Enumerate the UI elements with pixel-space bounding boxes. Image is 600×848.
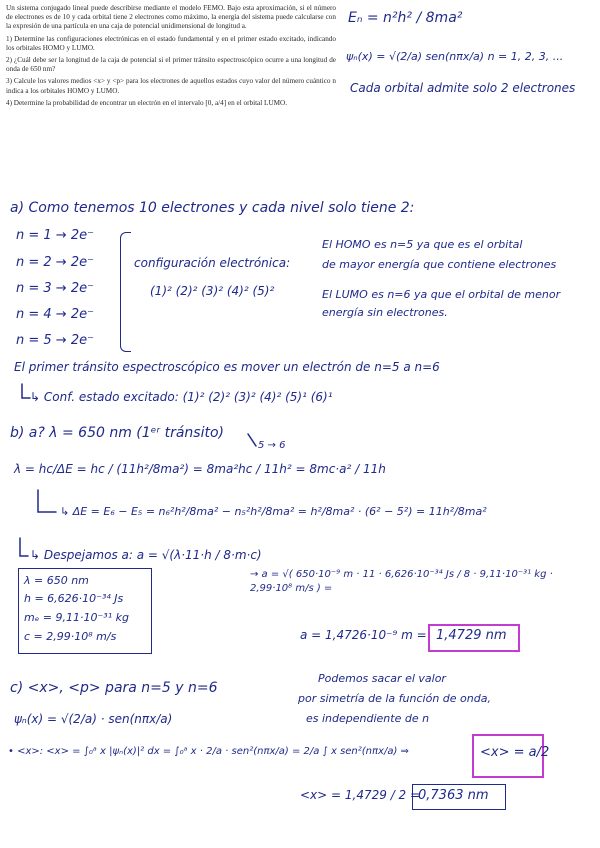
solve-arrow-stroke (20, 538, 28, 556)
transition-note: El primer tránsito espectroscópico es mover un electrón de n=5 a n=6 (14, 360, 440, 374)
lumo-note-2: energía sin electrones. (322, 306, 448, 319)
delta-e-equation: ↳ ΔE = E₆ − E₅ = n₆²h²/8ma² − n₅²h²/8ma² = h²/8ma² · (6² − 5²) = 11h²/8ma² (60, 505, 487, 518)
question-1: 1) Determine las configuraciones electrónicas en el estado fundamental y en el primer estado excitado, indicando los orbitales HOMO y LUMO. (6, 34, 336, 52)
orbital-note: Cada orbital admite solo 2 electrones (350, 81, 576, 95)
problem-intro: Un sistema conjugado lineal puede describirse mediante el modelo FEMO. Bajo esta aproximación, si el número de electrones es de 10 y cada orbital tiene 2 electrones como máximo, la energía del sistema puede calcularse con la expresión de una partícula en una caja de potencial unidimensional de longitud a. (6, 4, 336, 31)
question-2: 2) ¿Cuál debe ser la longitud de la caja de potencial si el primer tránsito espectroscópico ocurre a una longitud de onda de 650 nm? (6, 56, 336, 74)
homo-note-1: El HOMO es n=5 ya que es el orbital (322, 238, 523, 251)
constant-c: c = 2,99·10⁸ m/s (24, 630, 117, 643)
x-integral: • <x>: <x> = ∫₀ᵃ x |ψₙ(x)|² dx = ∫₀ᵃ x · 2/a · sen²(nπx/a) = 2/a ∫ x sen²(nπx/a) ⇒ (8, 746, 409, 757)
level-3: n = 3 → 2e⁻ (16, 281, 94, 296)
excited-config: ↳ Conf. estado excitado: (1)² (2)² (3)² (4)² (5)¹ (6)¹ (30, 390, 333, 404)
part-c-heading: c) <x>, <p> para n=5 y n=6 (10, 680, 218, 696)
symmetry-note-1: Podemos sacar el valor (318, 672, 446, 685)
lambda-equation: λ = hc/ΔE = hc / (11h²/8ma²) = 8ma²hc / 11h² = 8mc·a² / 11h (14, 462, 386, 476)
part-a-heading: a) Como tenemos 10 electrones y cada nivel solo tiene 2: (10, 200, 415, 216)
level-4: n = 4 → 2e⁻ (16, 307, 94, 322)
transition-arrow-note: 5 → 6 (258, 440, 286, 451)
lumo-note-1: El LUMO es n=6 ya que el orbital de menor (322, 288, 561, 301)
transition-arrow-stroke (248, 434, 256, 446)
delta-e-arrow-stroke (38, 490, 56, 512)
symmetry-note-2: por simetría de la función de onda, (298, 692, 491, 705)
level-2: n = 2 → 2e⁻ (16, 255, 94, 270)
part-b-heading: b) a? λ = 650 nm (1ᵉʳ tránsito) (10, 425, 224, 441)
ground-config: (1)² (2)² (3)² (4)² (5)² (150, 284, 275, 298)
constant-lambda: λ = 650 nm (24, 574, 89, 587)
symmetry-note-3: es independiente de n (306, 712, 430, 725)
homo-note-2: de mayor energía que contiene electrones (322, 258, 557, 271)
wavefunction-formula: ψₙ(x) = √(2/a) sen(nπx/a) n = 1, 2, 3, ... (346, 50, 564, 63)
level-5: n = 5 → 2e⁻ (16, 333, 94, 348)
x-mean-result-boxed: 0,7363 nm (418, 788, 489, 803)
config-label: configuración electrónica: (134, 256, 291, 270)
excited-config-arrow-stroke (22, 384, 30, 398)
x-mean-result: <x> = 1,4729 / 2 = (300, 788, 421, 802)
constant-me: mₑ = 9,11·10⁻³¹ kg (24, 611, 129, 624)
part-c-wavefunction: ψₙ(x) = √(2/a) · sen(nπx/a) (14, 712, 173, 726)
question-4: 4) Determine la probabilidad de encontrar un electrón en el intervalo [0, a/4] en el orbital LUMO. (6, 98, 288, 107)
a-result-boxed: 1,4729 nm (436, 628, 507, 643)
a-substitution: → a = √( 650·10⁻⁹ m · 11 · 6,626·10⁻³⁴ Js / 8 · 9,11·10⁻³¹ kg · 2,99·10⁸ m/s ) = (250, 569, 553, 594)
level-1: n = 1 → 2e⁻ (16, 228, 94, 243)
question-3: 3) Calcule los valores medios <x> y <p> para los electrones de aquellos estados cuyo valor del número cuántico n indica a los orbitales HOMO y LUMO. (6, 77, 336, 95)
solve-for-a: ↳ Despejamos a: a = √(λ·11·h / 8·m·c) (30, 548, 262, 562)
energy-formula: Eₙ = n²h² / 8ma² (348, 10, 463, 26)
a-result: a = 1,4726·10⁻⁹ m = (300, 628, 427, 642)
constant-h: h = 6,626·10⁻³⁴ Js (24, 592, 124, 605)
x-mean-boxed: <x> = a/2 (480, 745, 550, 760)
